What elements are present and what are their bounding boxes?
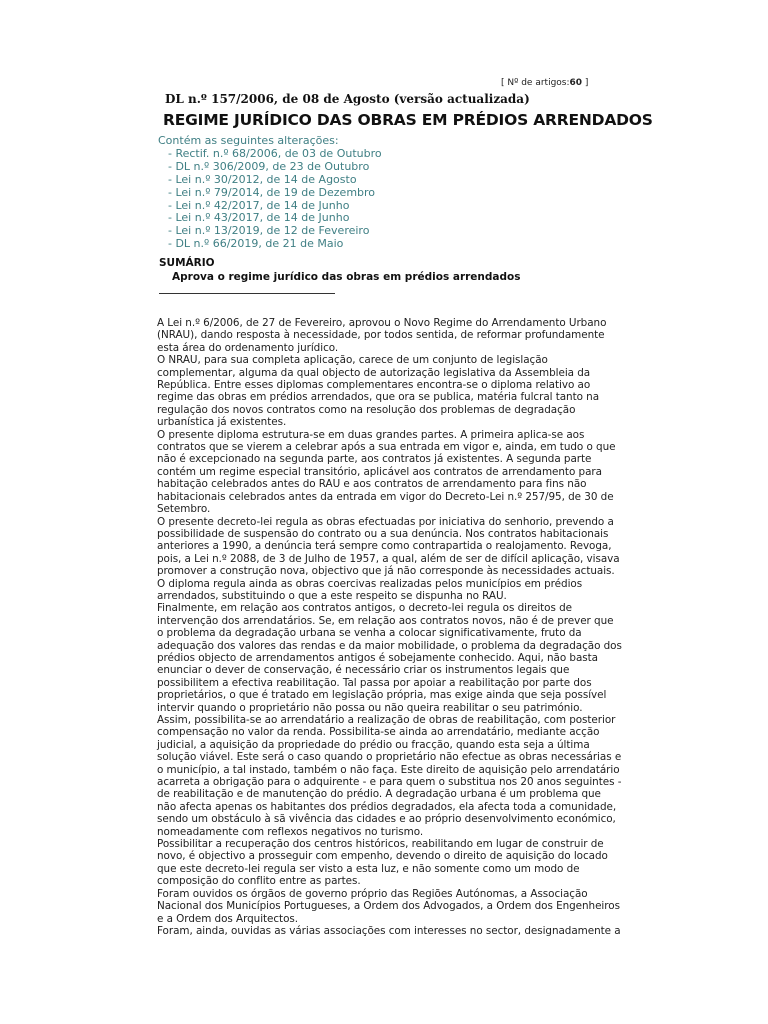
body-paragraph: Foram, ainda, ouvidas as várias associações com interesses no sector, designadamente a [157,924,621,937]
body-paragraph: A Lei n.º 6/2006, de 27 de Fevereiro, aprovou o Novo Regime do Arrendamento Urbano (NRAU), dando resposta à necessidade, por todos sentida, de reformar profundamente esta área do ordenamento jurídico. [157,317,607,354]
decree-reference: DL n.º 157/2006, de 08 de Agosto (versão actualizada) [165,92,530,106]
body-paragraph: Assim, possibilita-se ao arrendatário a realização de obras de reabilitação, com posterior compensação no valor da renda. Possibilita-se ainda ao arrendatário, mediante acção judicial, a aquisição da propriedade do prédio ou fracção, quando esta seja a última solução viável. Este será o caso quando o proprietário não efectue as obras necessárias e o município, a tal instado, também o não faça. Este direito de aquisição pelo arrendatário acarreta a obrigação para o adquirente - e para quem o substitua nos 20 anos seguintes - de reabilitação e de manutenção do prédio. A degradação urbana é um problema que não afecta apenas os habitantes dos prédios degradados, ela afecta toda a comunidade, sendo um obstáculo à sã vivência das cidades e ao próprio desenvolvimento económico, nomeadamente com reflexos negativos no turismo. [157,714,622,838]
body-paragraph: O presente diploma estrutura-se em duas grandes partes. A primeira aplica-se aos contratos que se vierem a celebrar após a sua entrada em vigor e, ainda, em tudo o que não é excepcionado na segunda parte, aos contratos já existentes. A segunda parte contém um regime especial transitório, aplicável aos contratos de arrendamento para habitação celebrados antes do RAU e aos contratos de arrendamento para fins não habitacionais celebrados antes da entrada em vigor do Decreto-Lei n.º 257/95, de 30 de Setembro. [157,428,616,516]
body-paragraph: Foram ouvidos os órgãos de governo próprio das Regiões Autónomas, a Associação Nacional dos Municípios Portugueses, a Ordem dos Advogados, a Ordem dos Engenheiros e a Ordem dos Arquitectos. [157,887,620,925]
summary-text: Aprova o regime jurídico das obras em prédios arrendados [172,271,521,283]
amendments-heading: Contém as seguintes alterações: [158,134,339,147]
amendment-item[interactable]: - Rectif. n.º 68/2006, de 03 de Outubro [168,146,382,160]
preamble-body [157,317,622,937]
body-paragraph: O NRAU, para sua completa aplicação, carece de um conjunto de legislação complementar, alguma da qual objecto de autorização legislativa da Assembleia da República. Entre esses diplomas complementares encontra-se o diploma relativo ao regime das obras em prédios arrendados, que ora se publica, matéria fulcral tanto na regulação dos novos contratos como na resolução dos problemas de degradação urbanística já existentes. [157,354,600,429]
amendment-item[interactable]: - Lei n.º 13/2019, de 12 de Fevereiro [168,224,370,238]
amendments-list [158,135,382,251]
amendment-item[interactable]: - DL n.º 306/2009, de 23 de Outubro [168,159,370,173]
amendment-item[interactable]: - DL n.º 66/2019, de 21 de Maio [168,237,344,251]
body-paragraph: Finalmente, em relação aos contratos antigos, o decreto-lei regula os direitos de intervenção dos arrendatários. Se, em relação aos contratos novos, não é de prever que o problema da degradação urbana se venha a colocar significativamente, fruto da adequação dos valores das rendas e da maior mobilidade, o problema da degradação dos prédios objecto de arrendamentos antigos é sobejamente conhecido. Aqui, não basta enunciar o dever de conservação, é necessário criar os instrumentos legais que possibilitem a efectiva reabilitação. Tal passa por apoiar a reabilitação por parte dos proprietários, o que é tratado em legislação própria, mas exige ainda que seja possível intervir quando o proprietário não possa ou não queira reabilitar o seu património. [157,602,622,714]
articles-count: 60 [569,78,583,88]
amendment-item[interactable]: - Lei n.º 30/2012, de 14 de Agosto [168,172,357,186]
summary-heading: SUMÁRIO [159,257,215,269]
body-paragraph: Possibilitar a recuperação dos centros históricos, reabilitando em lugar de construir de novo, é objectivo a prosseguir com empenho, devendo o direito de aquisição do locado que este decreto-lei regula ser visto a esta luz, e não somente como um modo de composição do conflito entre as partes. [157,838,608,888]
body-paragraph: O presente decreto-lei regula as obras efectuadas por iniciativa do senhorio, prevendo a possibilidade de suspensão do contrato ou a sua denúncia. Nos contratos habitacionais anteriores a 1990, a denúncia terá sempre como contrapartida o realojamento. Revoga, pois, a Lei n.º 2088, de 3 de Julho de 1957, a qual, além de ser de difícil aplicação, visava promover a construção nova, objectivo que já não corresponde às necessidades actuais. O diploma regula ainda as obras coercivas realizadas pelos municípios em prédios arrendados, substituindo o que a este respeito se dispunha no RAU. [157,515,620,602]
amendment-item[interactable]: - Lei n.º 42/2017, de 14 de Junho [168,198,350,212]
section-divider [159,293,335,294]
articles-count-indicator: [ Nº de artigos:60 ] [501,78,589,88]
articles-label: Nº de artigos: [507,78,570,88]
amendment-item[interactable]: - Lei n.º 43/2017, de 14 de Junho [168,211,350,225]
document-title: REGIME JURÍDICO DAS OBRAS EM PRÉDIOS ARRENDADOS [163,111,653,129]
amendment-item[interactable]: - Lei n.º 79/2014, de 19 de Dezembro [168,185,376,199]
